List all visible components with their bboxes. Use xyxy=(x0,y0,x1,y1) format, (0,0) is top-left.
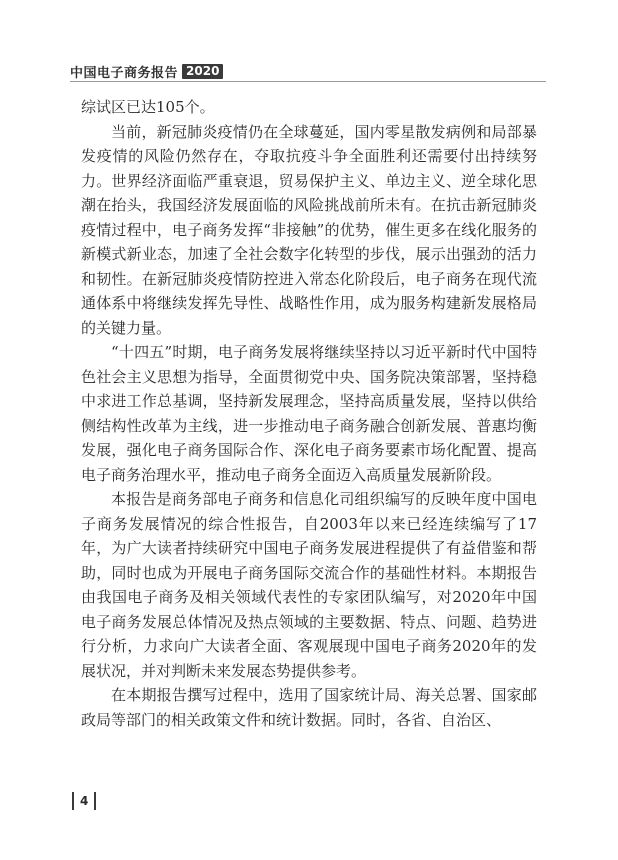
header-year-badge: 2020 xyxy=(182,64,223,79)
paragraph-2: 当前，新冠肺炎疫情仍在全球蔓延，国内零星散发病例和局部暴发疫情的风险仍然存在，夺取抗疫斗争全面胜利还需要付出持续努力。世界经济面临严重衰退，贸易保护主义、单边主义、逆全球化思潮在抬头，我国经济发展面临的风险挑战前所未有。在抗击新冠肺炎疫情过程中，电子商务发挥“非接触”的优势，催生更多在线化服务的新模式新业态，加速了全社会数字化转型的步伐，展示出强劲的活力和韧性。在新冠肺炎疫情防控进入常态化阶段后，电子商务在现代流通体系中将继续发挥先导性、战略性作用，成为服务构建新发展格局的关键力量。 xyxy=(81,122,537,337)
header-title: 中国电子商务报告 xyxy=(70,66,179,81)
paragraph-1: 综试区已达105个。 xyxy=(81,98,215,116)
paragraph-3: “十四五”时期，电子商务发展将继续坚持以习近平新时代中国特色社会主义思想为指导，全面贯彻党中央、国务院决策部署，坚持稳中求进工作总基调，坚持新发展理念，坚持高质量发展，坚持以供给侧结构性改革为主线，进一步推动电子商务融合创新发展、普惠均衡发展，强化电子商务国际合作、深化电子商务要素市场化配置、提高电子商务治理水平，推动电子商务全面迈入高质量发展新阶段。 xyxy=(81,343,537,484)
header-rule xyxy=(70,81,546,82)
running-header xyxy=(70,62,223,81)
body-text xyxy=(81,95,537,732)
page-number: 4 xyxy=(80,794,89,808)
page-footer xyxy=(72,792,96,810)
paragraph-5: 在本期报告撰写过程中，选用了国家统计局、海关总署、国家邮政局等部门的相关政策文件和统计数据。同时，各省、自治区、 xyxy=(81,686,537,729)
footer-bar-right xyxy=(94,792,96,810)
footer-bar-left xyxy=(72,792,74,810)
paragraph-4: 本报告是商务部电子商务和信息化司组织编写的反映年度中国电子商务发展情况的综合性报告，自2003年以来已经连续编写了17年，为广大读者持续研究中国电子商务发展进程提供了有益借鉴和帮助，同时也成为开展电子商务国际交流合作的基础性材料。本期报告由我国电子商务及相关领域代表性的专家团队编写，对2020年中国电子商务发展总体情况及热点领域的主要数据、特点、问题、趋势进行分析，力求向广大读者全面、客观展现中国电子商务2020年的发展状况，并对判断未来发展态势提供参考。 xyxy=(81,490,537,680)
